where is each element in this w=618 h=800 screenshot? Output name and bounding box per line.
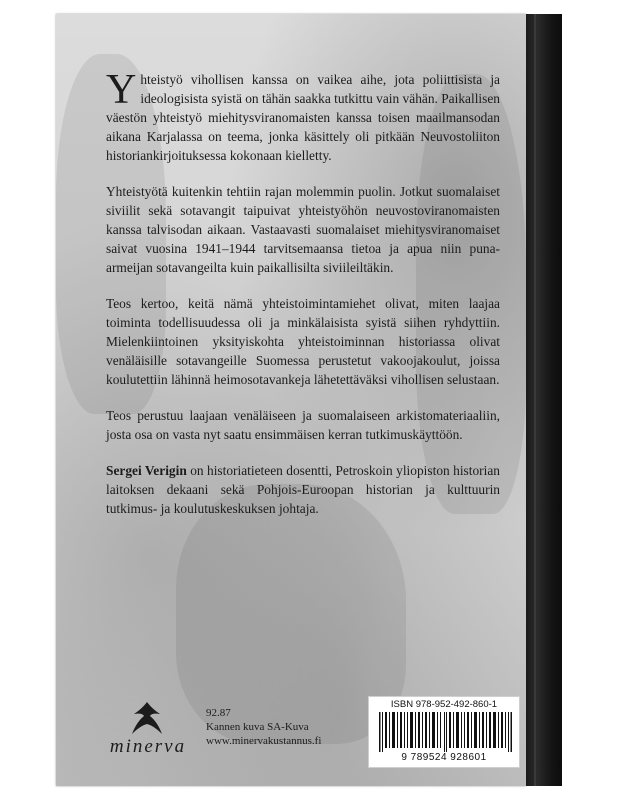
publisher-website: www.minervakustannus.fi [206,735,322,747]
blurb-paragraph-1 [106,67,500,165]
cover-credit: Kannen kuva SA-Kuva [206,721,309,733]
class-code: 92.87 [206,707,231,719]
spine-edge [534,14,536,786]
isbn-label: ISBN 978-952-492-860-1 [390,699,498,710]
blurb-paragraph-3: Teos kertoo, keitä nämä yhteistoimintamiehet olivat, miten laajaa toiminta todellisuudessa oli ja minkälaisista syistä siihen ryhdyttiin. Mielenkiintoinen yksityiskohta yhteistoiminnan historiassa olivat venäläisille sotavangeille Suomessa perustetut vakoojakoulut, joissa koulutettiin lähinnä heimosotavankeja lähetettäväksi vihollisen selustaan. [106,296,500,387]
cover-panel [56,14,526,786]
author-bio [106,461,500,518]
barcode-digits: 9 789524 928601 [401,752,487,763]
publisher-info [206,706,321,748]
blurb-text [106,67,500,535]
author-bio-text: on historiatieteen dosentti, Petroskoin yliopiston historian laitoksen dekaani sekä Pohjois-Euroopan historian ja kulttuurin tutkimus- ja koulutuskeskuksen johtaja. [106,463,500,516]
publisher-logo [98,696,198,766]
publisher-name: minerva [109,736,187,757]
barcode-icon [379,712,513,752]
dropcap-letter: Y [106,67,137,113]
footer [98,696,518,776]
paragraph-text: hteistyö vihollisen kanssa on vaikea aihe, jota poliittisista ja ideologisista syistä on tähän saakka tutkittu vain vähän. Paikallisen väestön yhteistyö miehitysviranomaisten kanssa toisen maailmansodan aikana Karjalassa on teema, jonka käsittely oli pitkään Neuvostoliiton historiankirjoituksessa kokonaan kielletty. [106,72,500,163]
bird-logo-icon [122,698,172,738]
barcode-panel [368,696,520,768]
author-name: Sergei Verigin [106,463,187,478]
book-back-cover [56,14,562,786]
blurb-paragraph-4: Teos perustuu laajaan venäläiseen ja suomalaiseen arkistomateriaaliin, josta osa on vasta nyt saatu ensimmäisen kerran tutkimuskäyttöön. [106,408,500,442]
blurb-paragraph-2: Yhteistyötä kuitenkin tehtiin rajan molemmin puolin. Jotkut suomalaiset siviilit sekä sotavangit taipuivat yhteistyöhön neuvostoviranomaisten kanssa talvisodan aikaan. Vastaavasti suomalaiset miehitysviranomaiset saivat vuosina 1941–1944 tarvitsemaansa tietoa ja apua niin puna-armeijan sotavangeilta kuin paikallisilta siviileiltäkin. [106,184,500,275]
book-spine [526,14,562,786]
